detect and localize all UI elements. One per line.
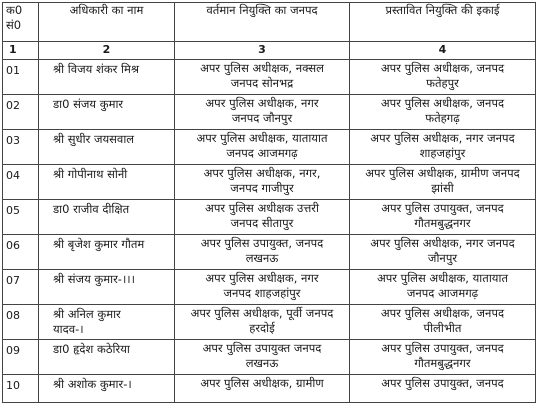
current-posting: [175, 235, 350, 270]
current-posting: [175, 340, 350, 375]
officer-name: [39, 305, 175, 340]
officer-name: [39, 95, 175, 130]
current-posting-line2: जनपद सोनभद्र: [230, 76, 294, 90]
proposed-posting-line1: अपर पुलिस अधीक्षक, यातायात: [376, 271, 509, 285]
proposed-posting: [350, 200, 536, 235]
proposed-posting-line1: अपर पुलिस अधीक्षक, जनपद: [380, 306, 505, 320]
current-posting: [175, 130, 350, 165]
officer-name-line1: श्री अनिल कुमार: [53, 307, 121, 321]
officer-name: [39, 130, 175, 165]
header-serial-line1: क0: [6, 3, 23, 17]
serial-number: 01: [3, 60, 39, 95]
officer-name: [39, 165, 175, 200]
header-current-posting: वर्तमान नियुक्ति का जनपद: [175, 3, 350, 42]
current-posting: [175, 305, 350, 340]
current-posting-line2: लखनऊ: [245, 356, 279, 370]
officer-name: [39, 200, 175, 235]
current-posting-line1: अपर पुलिस अधीक्षक, पूर्वी जनपद: [190, 306, 334, 320]
officer-name-line2: यादव-।: [53, 322, 84, 336]
current-posting-line2: जनपद शाहजहांपुर: [223, 286, 301, 300]
header-proposed-posting: प्रस्तावित नियुक्ति की इकाई: [350, 3, 536, 42]
current-posting-line1: अपर पुलिस अधीक्षक उत्तरी: [205, 201, 319, 215]
proposed-posting: [350, 305, 536, 340]
officer-name: [39, 235, 175, 270]
table-row: [3, 200, 536, 235]
officer-name-line1: श्री विजय शंकर मिश्र: [53, 62, 140, 76]
column-number: 4: [350, 42, 536, 60]
proposed-posting: [350, 375, 536, 403]
current-posting: [175, 375, 350, 403]
table-row: [3, 95, 536, 130]
proposed-posting-line2: शाहजहांपुर: [419, 146, 466, 160]
transfer-table: [2, 2, 536, 403]
officer-name: [39, 60, 175, 95]
proposed-posting: [350, 130, 536, 165]
proposed-posting: [350, 270, 536, 305]
current-posting-line1: अपर पुलिस अधीक्षक, नगर: [205, 271, 319, 285]
serial-number: 04: [3, 165, 39, 200]
officer-name-line1: डा0 राजीव दीक्षित: [53, 202, 130, 216]
current-posting-line1: अपर पुलिस उपायुक्त जनपद: [202, 341, 322, 355]
officer-name-line1: श्री अशोक कुमार-।: [53, 377, 132, 391]
proposed-posting-line1: अपर पुलिस अधीक्षक, नगर जनपद: [370, 131, 515, 145]
current-posting: [175, 165, 350, 200]
table-row: [3, 270, 536, 305]
table-row: [3, 130, 536, 165]
table-row: [3, 60, 536, 95]
proposed-posting: [350, 165, 536, 200]
current-posting-line1: अपर पुलिस अधीक्षक, ग्रामीण: [200, 376, 324, 390]
proposed-posting-line2: पीलीभीत: [423, 321, 462, 335]
current-posting-line1: अपर पुलिस अधीक्षक, नगर,: [203, 166, 321, 180]
proposed-posting-line2: जनपद आजमगढ़: [406, 286, 479, 300]
column-number: 2: [39, 42, 175, 60]
proposed-posting-line1: अपर पुलिस उपायुक्त, जनपद: [381, 341, 504, 355]
current-posting-line2: जनपद आजमगढ़: [226, 146, 298, 160]
current-posting-line2: हरदोई: [249, 321, 275, 335]
proposed-posting-line2: झांसी: [431, 181, 454, 195]
proposed-posting: [350, 235, 536, 270]
serial-number: 10: [3, 375, 39, 403]
proposed-posting-line1: अपर पुलिस अधीक्षक, नगर जनपद: [370, 236, 515, 250]
officer-name: [39, 340, 175, 375]
current-posting: [175, 95, 350, 130]
current-posting: [175, 60, 350, 95]
proposed-posting-line2: फतेहगढ़: [425, 111, 460, 125]
serial-number: 03: [3, 130, 39, 165]
column-number: 1: [3, 42, 39, 60]
current-posting-line1: अपर पुलिस अधीक्षक, नगर: [205, 96, 319, 110]
table-row: [3, 305, 536, 340]
header-serial: [3, 3, 39, 42]
current-posting: [175, 200, 350, 235]
proposed-posting-line1: अपर पुलिस उपायुक्त, जनपद: [381, 376, 504, 390]
officer-name-line1: श्री सुधीर जयसवाल: [53, 132, 135, 146]
proposed-posting-line1: अपर पुलिस अधीक्षक, जनपद: [380, 96, 505, 110]
proposed-posting-line1: अपर पुलिस अधीक्षक, ग्रामीण जनपद: [365, 166, 520, 180]
current-posting-line2: जनपद गाजीपुर: [230, 181, 294, 195]
current-posting-line1: अपर पुलिस अधीक्षक, नक्सल: [200, 61, 324, 75]
serial-number: 06: [3, 235, 39, 270]
proposed-posting: [350, 340, 536, 375]
officer-name-line1: श्री संजय कुमार-।।।: [53, 272, 136, 286]
proposed-posting: [350, 60, 536, 95]
current-posting-line2: जनपद सीतापुर: [230, 216, 294, 230]
current-posting: [175, 270, 350, 305]
current-posting-line2: लखनऊ: [245, 251, 279, 265]
serial-number: 08: [3, 305, 39, 340]
column-number-row: [3, 42, 536, 60]
table-row: [3, 375, 536, 403]
table-row: [3, 340, 536, 375]
table-body: [3, 60, 536, 403]
serial-number: 07: [3, 270, 39, 305]
proposed-posting-line1: अपर पुलिस उपायुक्त, जनपद: [381, 201, 504, 215]
header-serial-line2: सं0: [6, 18, 22, 32]
proposed-posting-line2: फतेहपुर: [426, 76, 459, 90]
header-officer-name: अधिकारी का नाम: [39, 3, 175, 42]
table-row: [3, 165, 536, 200]
proposed-posting: [350, 95, 536, 130]
column-number: 3: [175, 42, 350, 60]
serial-number: 05: [3, 200, 39, 235]
table-header-row: [3, 3, 536, 42]
proposed-posting-line1: अपर पुलिस अधीक्षक, जनपद: [380, 61, 505, 75]
officer-name-line1: श्री गोपीनाथ सोनी: [53, 167, 128, 181]
serial-number: 09: [3, 340, 39, 375]
officer-name-line1: डा0 हृदेश कठेरिया: [53, 342, 130, 356]
officer-name-line1: डा0 संजय कुमार: [53, 97, 124, 111]
officer-name-line1: श्री बृजेश कुमार गौतम: [53, 237, 145, 251]
current-posting-line2: जनपद जौनपुर: [231, 111, 293, 125]
officer-name: [39, 375, 175, 403]
table-row: [3, 235, 536, 270]
current-posting-line1: अपर पुलिस उपायुक्त, जनपद: [200, 236, 324, 250]
current-posting-line1: अपर पुलिस अधीक्षक, यातायात: [196, 131, 328, 145]
proposed-posting-line2: जौनपुर: [427, 251, 458, 265]
proposed-posting-line2: गौतमबुद्धनगर: [414, 356, 471, 370]
serial-number: 02: [3, 95, 39, 130]
proposed-posting-line2: गौतमबुद्धनगर: [414, 216, 471, 230]
officer-name: [39, 270, 175, 305]
